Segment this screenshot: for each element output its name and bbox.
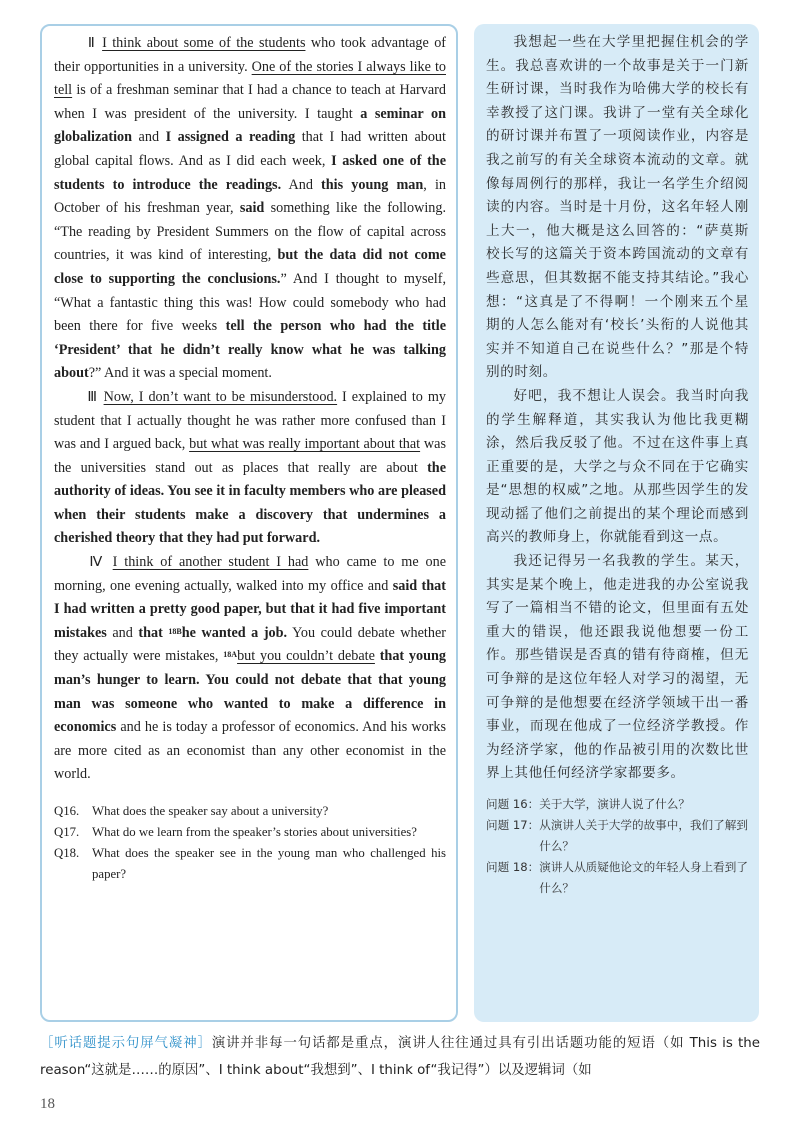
- question-text: What do we learn from the speaker’s stories about universities?: [92, 825, 417, 839]
- chinese-translation-panel: [474, 24, 759, 1022]
- bold-phrase: said: [239, 200, 265, 217]
- bold-phrase: the authority of ideas. You see it in faculty members who are pleased when their students make a discovery that undermines a cherished theory that they had put forward.: [54, 459, 446, 547]
- paragraph-mark-3: [54, 386, 86, 410]
- english-paragraph-4: [54, 551, 446, 787]
- chinese-question-18: [486, 857, 749, 899]
- listening-tip: [40, 1030, 760, 1084]
- text-run: I explained to my student that I actually thought he was rather more confused than I was and I argued back,: [54, 388, 446, 453]
- bold-phrase: I asked one of the students to introduce the readings.: [54, 152, 446, 193]
- paragraph-mark-4: [54, 551, 86, 575]
- underlined-phrase: but you couldn’t debate: [237, 648, 375, 665]
- bold-phrase: tell the person who had the title ‘President’ that he didn’t really know what he was talking about: [54, 318, 446, 382]
- tip-label: ［听话题提示句屏气凝神］: [40, 1036, 212, 1051]
- roman-numeral: Ⅳ: [86, 554, 106, 571]
- chinese-question-17: [486, 815, 749, 857]
- question-text: What does the speaker see in the young man who challenged his paper?: [92, 846, 446, 881]
- chinese-questions: [486, 794, 749, 899]
- roman-numeral: Ⅲ: [86, 388, 99, 405]
- text-run: and he is today a professor of economics. And his works are more cited as an economist than any other economist in the world.: [54, 719, 446, 783]
- chinese-paragraph-3: [486, 550, 749, 786]
- question-text: 演讲人从质疑他论文的年轻人身上看到了什么？: [539, 860, 748, 895]
- question-tag-18b: 18B: [168, 626, 182, 636]
- roman-numeral: Ⅱ: [86, 35, 97, 51]
- text-run: 好吧，我不想让人误会。我当时向我的学生解释道，其实我认为他比我更糊涂，然后我反驳了他。不过在这件事上真正重要的是，大学之与众不同在于它确实是“思想的权威”之地。从那些因学生的发现动摇了他们之前提出的某个理论而感到高兴的教师身上，你就能看到这一点。: [486, 387, 749, 546]
- question-text: 从演讲人关于大学的故事中，我们了解到什么？: [539, 818, 748, 853]
- text-run: You could debate whether they actually were mistakes,: [54, 624, 446, 665]
- chinese-paragraph-2: [486, 385, 749, 550]
- tip-text: 演讲并非每一句话都是重点，演讲人往往通过具有引出话题功能的短语（如 This is the reason“这就是……的原因”、I think about“我想到”、I think of“我记得”）以及逻辑词（如: [40, 1036, 760, 1078]
- question-number: 问题 17：: [486, 818, 540, 832]
- question-16: [54, 801, 446, 822]
- question-number: 问题 16：: [486, 797, 540, 811]
- chinese-question-16: [486, 794, 749, 815]
- text-run: something like the following. “The reading by President Summers on the flow of capital across countries, it was kind of interesting,: [54, 200, 447, 264]
- bold-phrase: he wanted a job.: [181, 624, 288, 641]
- question-number: 问题 18：: [486, 860, 540, 874]
- question-tag-18a: 18A: [223, 650, 238, 660]
- underlined-phrase: but what was really important about that: [189, 436, 421, 453]
- text-run: and: [132, 129, 166, 146]
- text-run: who came to me one morning, one evening actually, walked into my office and: [54, 554, 447, 594]
- text-run: who took advantage of their opportunities in a university.: [54, 35, 447, 75]
- english-paragraph-2: [54, 32, 446, 386]
- bold-phrase: a seminar on globalization: [54, 105, 446, 146]
- text-run: And: [281, 176, 322, 193]
- bold-phrase: that young man’s hunger to learn. You could not debate that that young man was someone who wanted to make a difference in economics: [54, 648, 446, 736]
- text-run: ?” And it was a special moment.: [88, 365, 272, 382]
- question-number: Q18.: [54, 846, 80, 860]
- english-paragraph-3: [54, 386, 446, 551]
- underlined-phrase: I think of another student I had: [112, 554, 309, 571]
- underlined-phrase: One of the stories I always like to tell: [54, 58, 446, 99]
- bold-phrase: but the data did not come close to supporting the conclusions.: [54, 247, 446, 287]
- text-run: is of a freshman seminar that I had a chance to teach at Harvard when I was president of the university. I taught: [54, 82, 446, 122]
- page-number: 18: [40, 1096, 55, 1112]
- bold-phrase: that: [138, 624, 163, 641]
- text-run: 我想起一些在大学里把握住机会的学生。我总喜欢讲的一个故事是关于一门新生研讨课，当时我作为哈佛大学的校长有幸教授了这门课。我讲了一堂有关全球化的研讨课并布置了一项阅读作业，内容是我之前写的有关全球资本流动的文章。就像每周例行的那样，我让一名学生介绍阅读的内容。当时是十月份，这名年轻人刚上大一，他大概是这么回答的：“萨莫斯校长写的这篇关于资本跨国流动的文章有些意思，但其数据不能支持其结论。”我心想：“这真是了不得啊！一个刚来五个星期的人怎么能对有‘校长’头衔的人说他其实并不知道自己在说些什么？”那是个特别的时刻。: [486, 34, 749, 381]
- text-run: ” And I thought to myself, “What a fantastic thing this was! How could somebody who had been there for five weeks: [54, 270, 446, 335]
- question-text: What does the speaker say about a university?: [92, 804, 329, 818]
- text-run: and: [106, 624, 139, 641]
- underlined-phrase: I think about some of the students: [102, 35, 306, 51]
- underlined-phrase: Now, I don’t want to be misunderstood.: [103, 388, 338, 405]
- text-run: was the universities stand out as places that really are about: [54, 436, 446, 476]
- chinese-paragraph-1: [486, 31, 749, 385]
- question-number: Q16.: [54, 804, 80, 818]
- text-run: , in October of his freshman year,: [54, 176, 446, 217]
- bold-phrase: this young man: [321, 176, 424, 193]
- bold-phrase: said that I had written a pretty good paper, but that it had five important mistakes: [54, 577, 446, 641]
- paragraph-mark-2: [54, 32, 86, 56]
- question-number: Q17.: [54, 825, 80, 839]
- bold-phrase: I assigned a reading: [165, 129, 296, 146]
- text-run: 我还记得另一名我教的学生。某天，其实是某个晚上，他走进我的办公室说我写了一篇相当不错的论文，但里面有五处重大的错误，他还跟我说他想要一份工作。那些错误是否真的错有待商榷，但无可争辩的是这位年轻人对学习的渴望，无可争辩的是他想要在经济学领域干出一番事业，而现在他成了一位经济学教授。作为经济学家，他的作品被引用的次数比世界上其他任何经济学家都要多。: [486, 553, 749, 782]
- question-text: 关于大学，演讲人说了什么？: [539, 797, 690, 811]
- text-run: that I had written about global capital flows. And as I did each week,: [54, 129, 446, 169]
- question-18: [54, 843, 446, 885]
- english-questions: [54, 801, 446, 885]
- english-transcript-panel: [40, 24, 458, 1022]
- question-17: [54, 822, 446, 843]
